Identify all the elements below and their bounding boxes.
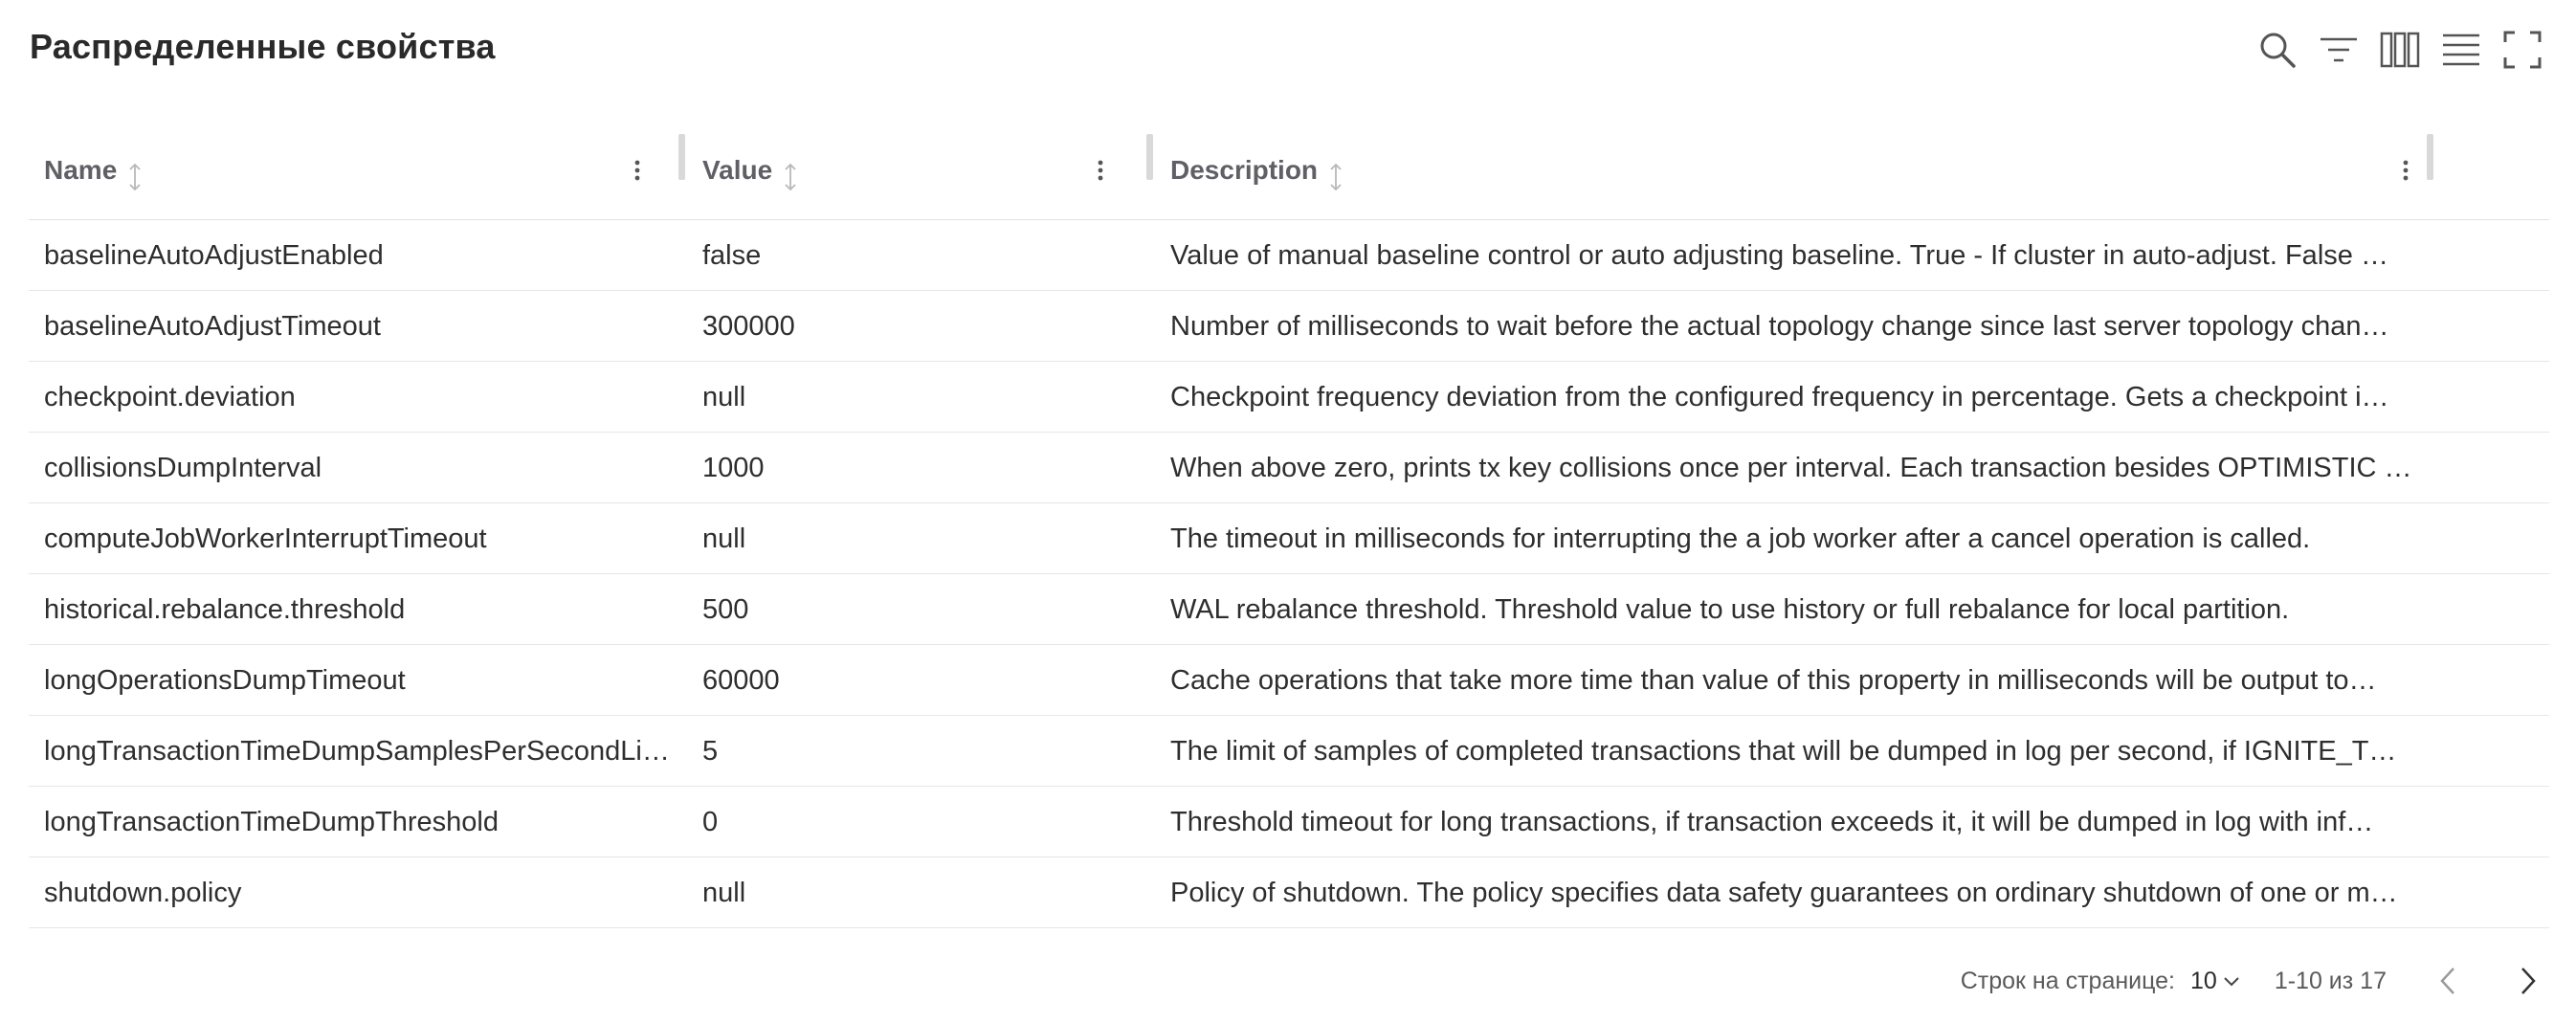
- properties-table: [29, 121, 2549, 928]
- cell-name: longOperationsDumpTimeout: [44, 665, 406, 696]
- cell-name: collisionsDumpInterval: [44, 453, 322, 483]
- column-label-description: Description: [1170, 155, 1319, 185]
- table-body: [29, 220, 2549, 928]
- fullscreen-button[interactable]: [2498, 25, 2547, 75]
- cell-value: 300000: [702, 311, 795, 342]
- filter-icon: [2319, 30, 2359, 70]
- sort-icon[interactable]: [128, 163, 142, 191]
- sort-icon[interactable]: [1329, 163, 1343, 191]
- table-toolbar: [2241, 25, 2547, 75]
- cell-name: computeJobWorkerInterruptTimeout: [44, 523, 487, 554]
- table-row[interactable]: [29, 574, 2549, 645]
- fullscreen-icon: [2503, 31, 2542, 69]
- more-vertical-icon: [1098, 160, 1103, 181]
- columns-icon: [2380, 30, 2420, 70]
- cell-description: Threshold timeout for long transactions, if transaction exceeds it, it will be dumped in log with inf…: [1170, 807, 2374, 837]
- rows-per-page-label: Строк на странице:: [1960, 967, 2176, 994]
- cell-name: baselineAutoAdjustTimeout: [44, 311, 381, 342]
- cell-value: null: [702, 523, 746, 554]
- cell-value: 0: [702, 807, 719, 837]
- cell-name: longTransactionTimeDumpSamplesPerSecondLi…: [44, 736, 670, 767]
- filter-button[interactable]: [2314, 25, 2364, 75]
- rows-per-page-value: 10: [2190, 967, 2217, 994]
- sort-icon[interactable]: [784, 163, 797, 191]
- cell-value: null: [702, 382, 746, 412]
- cell-value: 500: [702, 594, 749, 625]
- chevron-down-icon: [2223, 975, 2240, 987]
- cell-description: Policy of shutdown. The policy specifies data safety guarantees on ordinary shutdown of one or m…: [1170, 878, 2398, 908]
- cell-name: historical.rebalance.threshold: [44, 594, 406, 625]
- column-resize-handle[interactable]: [2427, 134, 2433, 180]
- table-row[interactable]: [29, 503, 2549, 574]
- table-row[interactable]: [29, 857, 2549, 928]
- density-icon: [2441, 30, 2481, 70]
- cell-description: The timeout in milliseconds for interrupting the a job worker after a cancel operation is called.: [1170, 523, 2311, 554]
- cell-description: When above zero, prints tx key collisions once per interval. Each transaction besides OPTIMISTIC …: [1170, 453, 2412, 483]
- density-button[interactable]: [2436, 25, 2486, 75]
- cell-value: null: [702, 878, 746, 908]
- column-resize-handle[interactable]: [1146, 134, 1153, 180]
- next-page-button[interactable]: [2509, 962, 2547, 1000]
- table-row[interactable]: [29, 291, 2549, 362]
- cell-name: checkpoint.deviation: [44, 382, 296, 412]
- cell-description: WAL rebalance threshold. Threshold value to use history or full rebalance for local partition.: [1170, 594, 2290, 625]
- cell-value: 5: [702, 736, 719, 767]
- cell-description: Number of milliseconds to wait before the actual topology change since last server topology chan…: [1170, 311, 2389, 342]
- columns-button[interactable]: [2375, 25, 2425, 75]
- column-resize-handle[interactable]: [678, 134, 685, 180]
- cell-value: 1000: [702, 453, 765, 483]
- column-label-name: Name: [44, 155, 118, 185]
- table-header: [29, 121, 2549, 220]
- column-header-value[interactable]: [687, 121, 1146, 220]
- column-menu-name[interactable]: [624, 153, 651, 188]
- column-menu-value[interactable]: [1087, 153, 1114, 188]
- table-row[interactable]: [29, 433, 2549, 503]
- cell-description: Checkpoint frequency deviation from the configured frequency in percentage. Gets a checkpoint i…: [1170, 382, 2389, 412]
- table-row[interactable]: [29, 220, 2549, 291]
- table-row[interactable]: [29, 645, 2549, 716]
- cell-description: Value of manual baseline control or auto adjusting baseline. True - If cluster in auto-adjust. False …: [1170, 240, 2388, 271]
- more-vertical-icon: [2403, 160, 2409, 181]
- search-icon: [2257, 30, 2298, 70]
- cell-name: shutdown.policy: [44, 878, 242, 908]
- more-vertical-icon: [634, 160, 640, 181]
- chevron-left-icon: [2438, 966, 2457, 996]
- chevron-right-icon: [2519, 966, 2538, 996]
- page-title: Распределенные свойства: [30, 27, 496, 66]
- cell-name: baselineAutoAdjustEnabled: [44, 240, 384, 271]
- search-button[interactable]: [2253, 25, 2302, 75]
- cell-value: false: [702, 240, 762, 271]
- table-row[interactable]: [29, 362, 2549, 433]
- column-header-name[interactable]: [29, 121, 679, 220]
- previous-page-button[interactable]: [2429, 962, 2467, 1000]
- pagination: [1961, 957, 2547, 1005]
- cell-description: The limit of samples of completed transactions that will be dumped in log per second, if IGNITE_T…: [1170, 736, 2397, 767]
- cell-description: Cache operations that take more time than value of this property in milliseconds will be output to…: [1170, 665, 2377, 696]
- cell-name: longTransactionTimeDumpThreshold: [44, 807, 499, 837]
- rows-per-page-select[interactable]: [2190, 968, 2240, 995]
- cell-value: 60000: [702, 665, 780, 696]
- table-row[interactable]: [29, 787, 2549, 857]
- column-label-value: Value: [702, 155, 773, 185]
- column-header-description[interactable]: [1155, 121, 2456, 220]
- column-menu-description[interactable]: [2392, 153, 2419, 188]
- page-range: 1-10 из 17: [2274, 967, 2387, 994]
- table-row[interactable]: [29, 716, 2549, 787]
